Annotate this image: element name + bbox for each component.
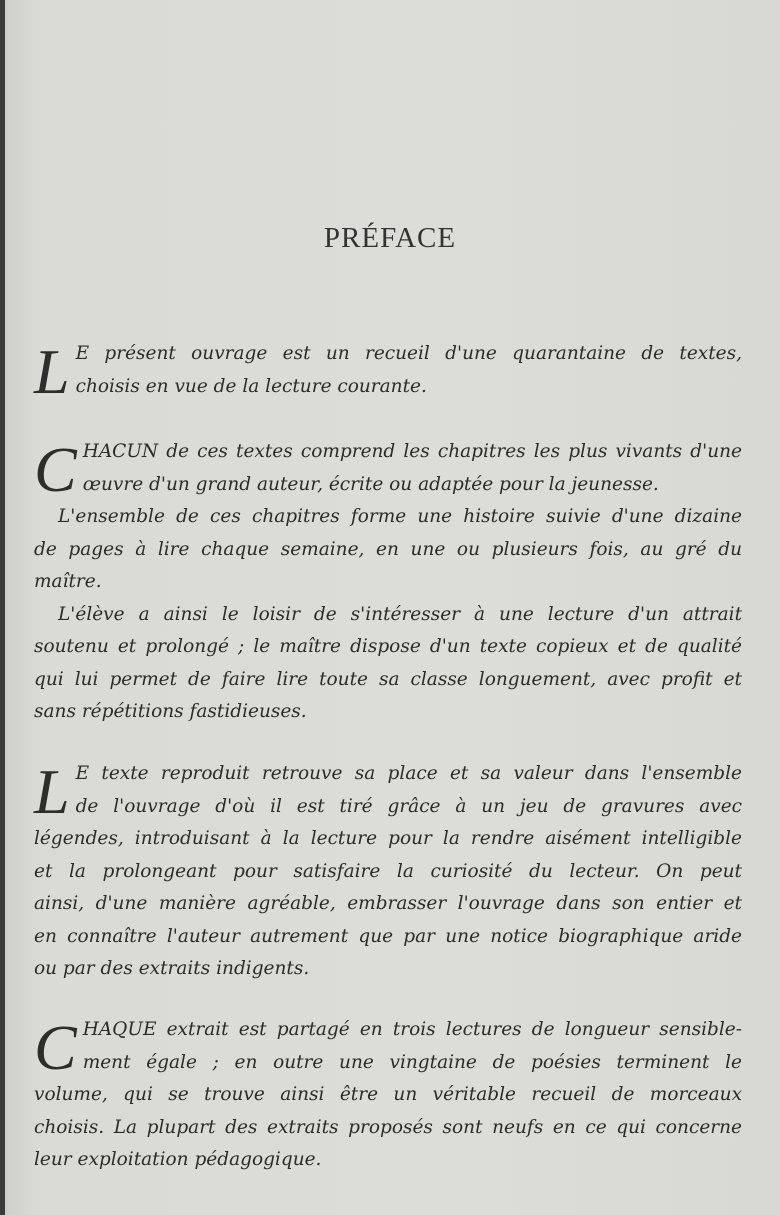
text-line: qui lui permet de faire lire toute sa classe longuement, avec profit et	[34, 668, 742, 690]
text-line: sans répétitions fastidieuses.	[34, 701, 307, 722]
text-line: ainsi, d'une manière agréable, embrasser l'ouvrage dans son entier et	[34, 893, 742, 914]
text-line: E texte reproduit retrouve sa place et sa valeur dans l'ensemble	[75, 763, 742, 784]
text-line: L'ensemble de ces chapitres forme une histoire suivie d'une dizaine	[58, 506, 742, 527]
text-line: de l'ouvrage d'où il est tiré grâce à un jeu de gravures avec	[75, 795, 742, 817]
text-line: de pages à lire chaque semaine, en une ou plusieurs fois, au gré du	[34, 538, 742, 560]
text-line: soutenu et prolongé ; le maître dispose d'un texte copieux et de qualité	[34, 636, 742, 657]
text-line: et la prolongeant pour satisfaire la curiosité du lecteur. On peut	[34, 860, 742, 882]
page-spine-edge	[0, 0, 5, 1215]
text-line: volume, qui se trouve ainsi être un véritable recueil de morceaux	[34, 1084, 742, 1105]
text-line: ment égale ; en outre une vingtaine de poésies terminent le	[82, 1051, 742, 1073]
text-line: ou par des extraits indigents.	[34, 958, 310, 979]
paragraph-3	[34, 758, 742, 986]
drop-cap: C	[34, 1012, 77, 1083]
text-line: E présent ouvrage est un recueil d'une quarantaine de textes,	[75, 343, 742, 364]
text-line: choisis en vue de la lecture courante.	[75, 375, 427, 397]
drop-cap: L	[34, 756, 70, 827]
text-line: en connaître l'auteur autrement que par une notice biographique aride	[34, 925, 742, 947]
paragraph-1	[34, 336, 742, 407]
paragraph-4	[34, 1014, 742, 1177]
text-line: L'élève a ainsi le loisir de s'intéresser à une lecture d'un attrait	[58, 603, 742, 625]
paragraph-2	[34, 436, 742, 729]
text-line: leur exploitation pédagogique.	[34, 1149, 322, 1170]
text-line: HAQUE extrait est partagé en trois lectures de longueur sensible-	[82, 1019, 742, 1040]
text-line: maître.	[34, 571, 102, 592]
text-line: choisis. La plupart des extraits proposés sont neufs en ce qui concerne	[34, 1116, 742, 1138]
drop-cap: L	[34, 336, 70, 407]
page-title: PRÉFACE	[323, 222, 457, 254]
text-line: œuvre d'un grand auteur, écrite ou adaptée pour la jeunesse.	[82, 473, 659, 495]
text-line: HACUN de ces textes comprend les chapitres les plus vivants d'une	[82, 441, 742, 462]
text-line: légendes, introduisant à la lecture pour la rendre aisément intelligible	[34, 828, 742, 849]
drop-cap: C	[34, 434, 77, 505]
